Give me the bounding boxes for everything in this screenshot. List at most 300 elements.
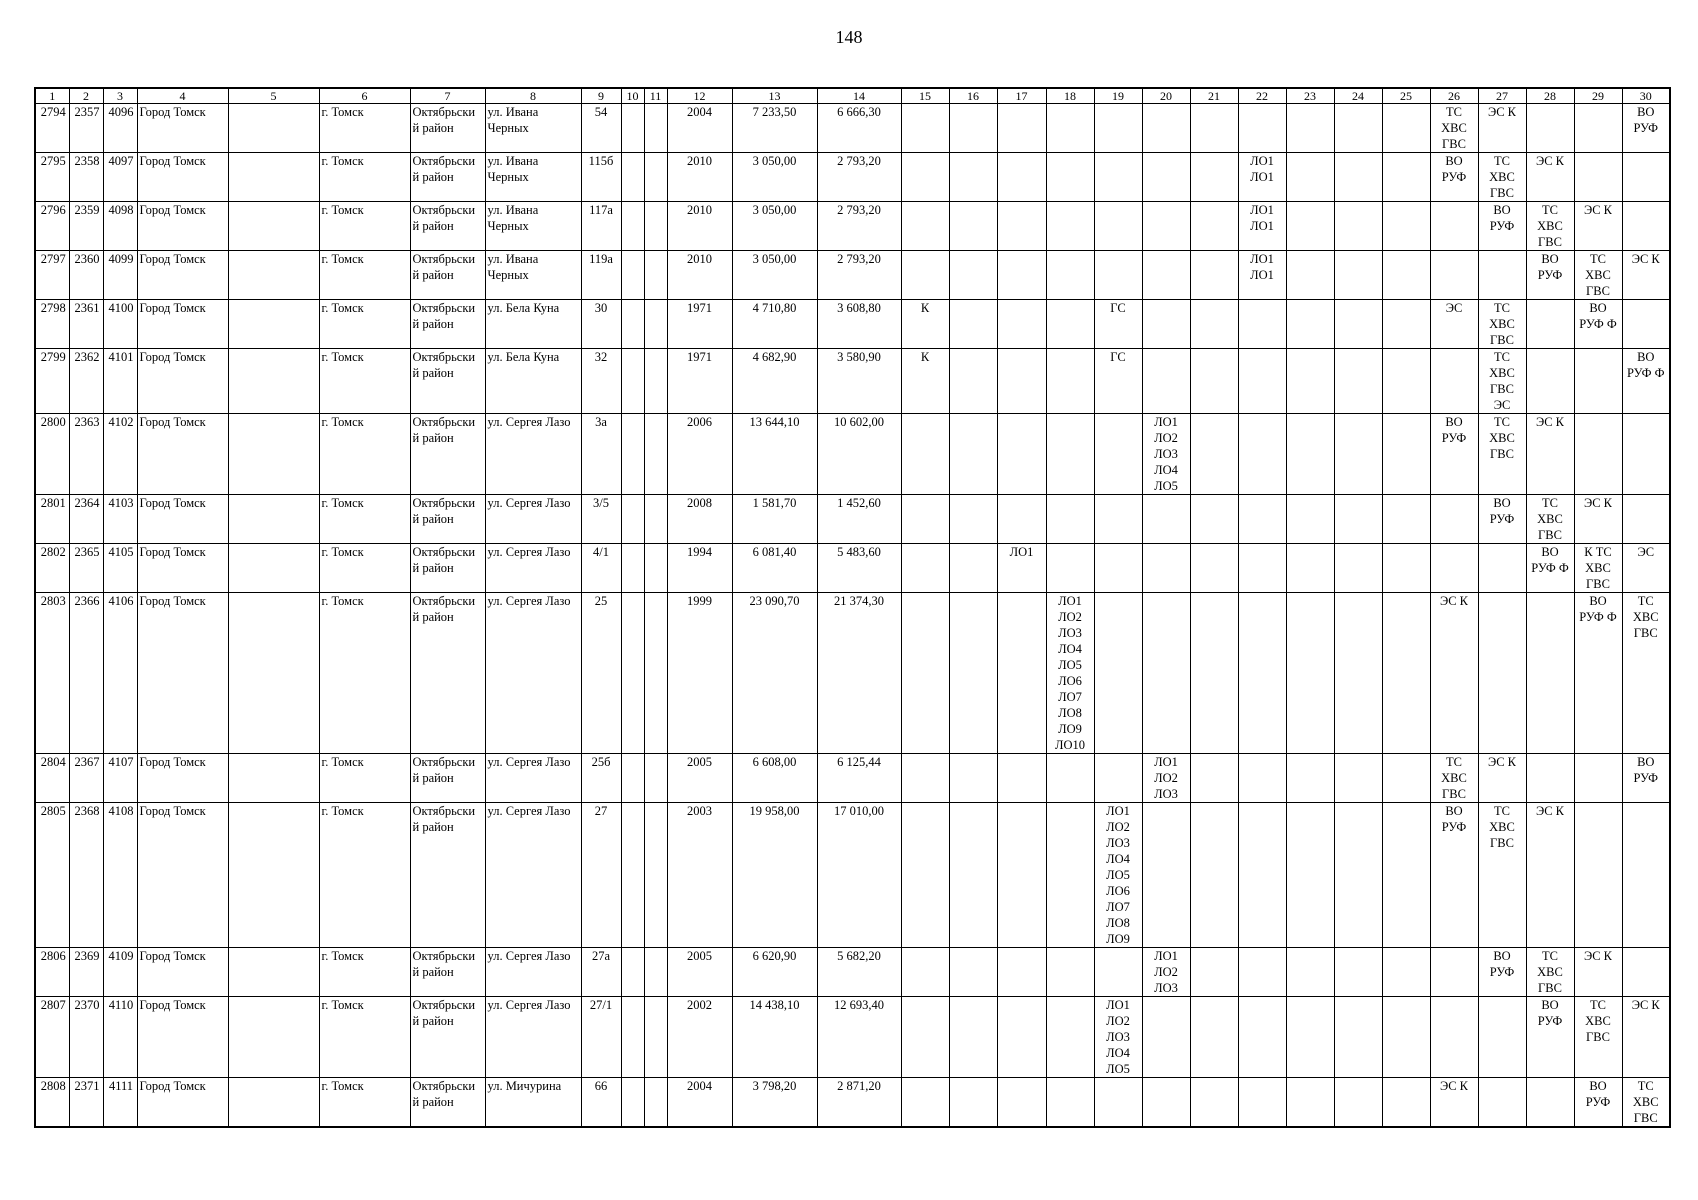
cell-col-1: 2801: [35, 495, 69, 544]
cell-col-12: 2005: [667, 948, 732, 997]
cell-col-29: ТС ХВС ГВС: [1574, 997, 1622, 1078]
cell-col-28: ЭС К: [1526, 414, 1574, 495]
cell-col-22: [1238, 349, 1286, 414]
cell-col-20: [1142, 593, 1190, 754]
cell-col-20: [1142, 997, 1190, 1078]
cell-col-9: 3а: [581, 414, 621, 495]
cell-col-26: ВО РУФ: [1430, 414, 1478, 495]
cell-col-3: 4106: [103, 593, 137, 754]
cell-col-28: ВО РУФ: [1526, 997, 1574, 1078]
cell-col-18: [1046, 349, 1094, 414]
cell-col-29: К ТС ХВС ГВС: [1574, 544, 1622, 593]
cell-col-27: ТС ХВС ГВС: [1478, 414, 1526, 495]
cell-col-10: [621, 202, 644, 251]
cell-col-29: ТС ХВС ГВС: [1574, 251, 1622, 300]
cell-col-17: [997, 104, 1046, 153]
cell-col-29: [1574, 349, 1622, 414]
cell-col-10: [621, 754, 644, 803]
cell-col-15: [901, 104, 949, 153]
cell-col-1: 2804: [35, 754, 69, 803]
cell-col-2: 2362: [69, 349, 103, 414]
cell-col-30: ТС ХВС ГВС: [1622, 593, 1670, 754]
cell-col-4: Город Томск: [137, 349, 228, 414]
cell-col-3: 4098: [103, 202, 137, 251]
cell-col-28: [1526, 300, 1574, 349]
cell-col-27: [1478, 593, 1526, 754]
table-row: [35, 300, 1670, 349]
cell-col-5: [228, 300, 319, 349]
cell-col-4: Город Томск: [137, 997, 228, 1078]
cell-col-4: Город Томск: [137, 803, 228, 948]
cell-col-25: [1382, 754, 1430, 803]
cell-col-5: [228, 251, 319, 300]
cell-col-12: 2003: [667, 803, 732, 948]
cell-col-12: 2004: [667, 104, 732, 153]
cell-col-19: ГС: [1094, 349, 1142, 414]
cell-col-24: [1334, 104, 1382, 153]
cell-col-11: [644, 349, 667, 414]
cell-col-9: 25: [581, 593, 621, 754]
table-row: [35, 997, 1670, 1078]
cell-col-9: 117а: [581, 202, 621, 251]
cell-col-4: Город Томск: [137, 202, 228, 251]
cell-col-25: [1382, 300, 1430, 349]
column-header-21: 21: [1190, 88, 1238, 104]
cell-col-24: [1334, 803, 1382, 948]
cell-col-27: [1478, 251, 1526, 300]
cell-col-17: [997, 414, 1046, 495]
cell-col-20: [1142, 202, 1190, 251]
column-header-27: 27: [1478, 88, 1526, 104]
column-header-7: 7: [410, 88, 485, 104]
cell-col-2: 2359: [69, 202, 103, 251]
cell-col-13: 23 090,70: [732, 593, 817, 754]
cell-col-30: ЭС К: [1622, 997, 1670, 1078]
table-row: [35, 803, 1670, 948]
cell-col-29: ЭС К: [1574, 495, 1622, 544]
cell-col-9: 25б: [581, 754, 621, 803]
cell-col-5: [228, 153, 319, 202]
cell-col-26: ЭС: [1430, 300, 1478, 349]
cell-col-28: [1526, 1078, 1574, 1128]
housing-register-table: [34, 87, 1671, 1128]
cell-col-26: ВО РУФ: [1430, 153, 1478, 202]
cell-col-4: Город Томск: [137, 948, 228, 997]
cell-col-14: 2 793,20: [817, 251, 901, 300]
cell-col-29: ЭС К: [1574, 202, 1622, 251]
cell-col-29: [1574, 153, 1622, 202]
cell-col-19: [1094, 251, 1142, 300]
cell-col-26: [1430, 948, 1478, 997]
cell-col-3: 4111: [103, 1078, 137, 1128]
cell-col-27: ТС ХВС ГВС ЭС: [1478, 349, 1526, 414]
column-header-11: 11: [644, 88, 667, 104]
cell-col-30: ВО РУФ: [1622, 754, 1670, 803]
cell-col-7: Октябрьски й район: [410, 495, 485, 544]
cell-col-16: [949, 153, 997, 202]
cell-col-8: ул. Бела Куна: [485, 349, 581, 414]
cell-col-26: ЭС К: [1430, 1078, 1478, 1128]
cell-col-5: [228, 349, 319, 414]
cell-col-12: 2002: [667, 997, 732, 1078]
cell-col-27: ВО РУФ: [1478, 948, 1526, 997]
cell-col-11: [644, 544, 667, 593]
cell-col-28: ВО РУФ Ф: [1526, 544, 1574, 593]
cell-col-20: ЛО1 ЛО2 ЛО3: [1142, 948, 1190, 997]
cell-col-8: ул. Ивана Черных: [485, 202, 581, 251]
cell-col-8: ул. Сергея Лазо: [485, 948, 581, 997]
cell-col-23: [1286, 349, 1334, 414]
cell-col-19: [1094, 948, 1142, 997]
cell-col-16: [949, 593, 997, 754]
cell-col-15: [901, 593, 949, 754]
cell-col-21: [1190, 202, 1238, 251]
cell-col-22: [1238, 495, 1286, 544]
cell-col-1: 2802: [35, 544, 69, 593]
cell-col-16: [949, 803, 997, 948]
cell-col-13: 3 050,00: [732, 202, 817, 251]
cell-col-25: [1382, 495, 1430, 544]
cell-col-21: [1190, 104, 1238, 153]
cell-col-12: 2010: [667, 153, 732, 202]
cell-col-19: [1094, 544, 1142, 593]
cell-col-4: Город Томск: [137, 153, 228, 202]
column-header-26: 26: [1430, 88, 1478, 104]
cell-col-7: Октябрьски й район: [410, 1078, 485, 1128]
cell-col-30: ВО РУФ Ф: [1622, 349, 1670, 414]
cell-col-20: [1142, 251, 1190, 300]
cell-col-19: [1094, 593, 1142, 754]
cell-col-9: 54: [581, 104, 621, 153]
cell-col-20: [1142, 803, 1190, 948]
cell-col-24: [1334, 948, 1382, 997]
cell-col-22: ЛО1 ЛО1: [1238, 153, 1286, 202]
cell-col-7: Октябрьски й район: [410, 803, 485, 948]
cell-col-11: [644, 1078, 667, 1128]
cell-col-17: [997, 349, 1046, 414]
cell-col-24: [1334, 202, 1382, 251]
cell-col-5: [228, 803, 319, 948]
cell-col-24: [1334, 1078, 1382, 1128]
cell-col-17: [997, 1078, 1046, 1128]
cell-col-18: [1046, 153, 1094, 202]
cell-col-23: [1286, 495, 1334, 544]
cell-col-7: Октябрьски й район: [410, 104, 485, 153]
cell-col-2: 2370: [69, 997, 103, 1078]
cell-col-12: 2010: [667, 251, 732, 300]
cell-col-5: [228, 104, 319, 153]
cell-col-8: ул. Мичурина: [485, 1078, 581, 1128]
cell-col-24: [1334, 544, 1382, 593]
cell-col-26: ЭС К: [1430, 593, 1478, 754]
cell-col-29: ЭС К: [1574, 948, 1622, 997]
cell-col-15: [901, 202, 949, 251]
cell-col-10: [621, 803, 644, 948]
table-row: [35, 495, 1670, 544]
cell-col-11: [644, 153, 667, 202]
cell-col-13: 19 958,00: [732, 803, 817, 948]
column-header-12: 12: [667, 88, 732, 104]
cell-col-4: Город Томск: [137, 251, 228, 300]
cell-col-14: 2 793,20: [817, 153, 901, 202]
cell-col-30: [1622, 803, 1670, 948]
cell-col-27: ТС ХВС ГВС: [1478, 300, 1526, 349]
table-row: [35, 754, 1670, 803]
cell-col-14: 17 010,00: [817, 803, 901, 948]
cell-col-21: [1190, 495, 1238, 544]
cell-col-15: [901, 1078, 949, 1128]
cell-col-30: [1622, 414, 1670, 495]
cell-col-15: [901, 495, 949, 544]
cell-col-10: [621, 104, 644, 153]
cell-col-10: [621, 997, 644, 1078]
cell-col-9: 27/1: [581, 997, 621, 1078]
cell-col-13: 4 682,90: [732, 349, 817, 414]
cell-col-5: [228, 1078, 319, 1128]
cell-col-12: 1971: [667, 300, 732, 349]
cell-col-21: [1190, 948, 1238, 997]
cell-col-3: 4109: [103, 948, 137, 997]
cell-col-13: 3 798,20: [732, 1078, 817, 1128]
cell-col-1: 2795: [35, 153, 69, 202]
cell-col-27: [1478, 544, 1526, 593]
cell-col-18: [1046, 948, 1094, 997]
cell-col-2: 2358: [69, 153, 103, 202]
cell-col-29: [1574, 754, 1622, 803]
cell-col-20: [1142, 544, 1190, 593]
cell-col-30: [1622, 948, 1670, 997]
column-header-24: 24: [1334, 88, 1382, 104]
cell-col-11: [644, 948, 667, 997]
cell-col-14: 2 793,20: [817, 202, 901, 251]
cell-col-13: 1 581,70: [732, 495, 817, 544]
column-header-4: 4: [137, 88, 228, 104]
cell-col-20: [1142, 104, 1190, 153]
cell-col-23: [1286, 803, 1334, 948]
cell-col-16: [949, 544, 997, 593]
cell-col-18: [1046, 544, 1094, 593]
cell-col-22: [1238, 300, 1286, 349]
cell-col-18: [1046, 300, 1094, 349]
cell-col-24: [1334, 593, 1382, 754]
cell-col-18: [1046, 1078, 1094, 1128]
cell-col-15: [901, 948, 949, 997]
cell-col-22: [1238, 803, 1286, 948]
cell-col-3: 4100: [103, 300, 137, 349]
cell-col-2: 2368: [69, 803, 103, 948]
cell-col-19: [1094, 754, 1142, 803]
cell-col-6: г. Томск: [319, 104, 410, 153]
cell-col-27: ВО РУФ: [1478, 202, 1526, 251]
cell-col-6: г. Томск: [319, 495, 410, 544]
cell-col-19: [1094, 1078, 1142, 1128]
cell-col-27: ЭС К: [1478, 754, 1526, 803]
cell-col-22: [1238, 948, 1286, 997]
cell-col-2: 2371: [69, 1078, 103, 1128]
cell-col-5: [228, 997, 319, 1078]
cell-col-6: г. Томск: [319, 544, 410, 593]
cell-col-17: [997, 300, 1046, 349]
cell-col-22: ЛО1 ЛО1: [1238, 202, 1286, 251]
cell-col-25: [1382, 153, 1430, 202]
cell-col-17: [997, 997, 1046, 1078]
cell-col-29: ВО РУФ Ф: [1574, 593, 1622, 754]
column-header-1: 1: [35, 88, 69, 104]
cell-col-26: [1430, 495, 1478, 544]
cell-col-8: ул. Ивана Черных: [485, 153, 581, 202]
cell-col-11: [644, 593, 667, 754]
cell-col-30: [1622, 153, 1670, 202]
cell-col-1: 2808: [35, 1078, 69, 1128]
cell-col-3: 4108: [103, 803, 137, 948]
table-row: [35, 104, 1670, 153]
cell-col-16: [949, 754, 997, 803]
cell-col-30: ЭС К: [1622, 251, 1670, 300]
cell-col-2: 2357: [69, 104, 103, 153]
cell-col-3: 4096: [103, 104, 137, 153]
cell-col-16: [949, 251, 997, 300]
cell-col-11: [644, 803, 667, 948]
cell-col-17: [997, 948, 1046, 997]
cell-col-26: ТС ХВС ГВС: [1430, 104, 1478, 153]
cell-col-2: 2363: [69, 414, 103, 495]
cell-col-25: [1382, 544, 1430, 593]
cell-col-15: К: [901, 349, 949, 414]
cell-col-13: 7 233,50: [732, 104, 817, 153]
cell-col-10: [621, 414, 644, 495]
cell-col-8: ул. Сергея Лазо: [485, 754, 581, 803]
cell-col-2: 2361: [69, 300, 103, 349]
cell-col-4: Город Томск: [137, 1078, 228, 1128]
cell-col-19: ГС: [1094, 300, 1142, 349]
cell-col-7: Октябрьски й район: [410, 414, 485, 495]
cell-col-18: [1046, 754, 1094, 803]
cell-col-14: 10 602,00: [817, 414, 901, 495]
cell-col-23: [1286, 754, 1334, 803]
column-header-23: 23: [1286, 88, 1334, 104]
cell-col-14: 3 608,80: [817, 300, 901, 349]
cell-col-6: г. Томск: [319, 997, 410, 1078]
cell-col-22: [1238, 997, 1286, 1078]
cell-col-26: ВО РУФ: [1430, 803, 1478, 948]
cell-col-7: Октябрьски й район: [410, 997, 485, 1078]
cell-col-5: [228, 593, 319, 754]
cell-col-4: Город Томск: [137, 495, 228, 544]
cell-col-20: [1142, 153, 1190, 202]
cell-col-1: 2794: [35, 104, 69, 153]
cell-col-13: 4 710,80: [732, 300, 817, 349]
cell-col-5: [228, 414, 319, 495]
cell-col-28: [1526, 104, 1574, 153]
cell-col-13: 14 438,10: [732, 997, 817, 1078]
cell-col-7: Октябрьски й район: [410, 251, 485, 300]
cell-col-21: [1190, 754, 1238, 803]
cell-col-12: 1994: [667, 544, 732, 593]
cell-col-9: 115б: [581, 153, 621, 202]
cell-col-12: 1971: [667, 349, 732, 414]
column-header-16: 16: [949, 88, 997, 104]
cell-col-15: [901, 153, 949, 202]
cell-col-2: 2360: [69, 251, 103, 300]
table-row: [35, 349, 1670, 414]
cell-col-22: [1238, 414, 1286, 495]
cell-col-16: [949, 948, 997, 997]
cell-col-16: [949, 104, 997, 153]
cell-col-2: 2365: [69, 544, 103, 593]
cell-col-23: [1286, 251, 1334, 300]
cell-col-18: [1046, 202, 1094, 251]
cell-col-7: Октябрьски й район: [410, 754, 485, 803]
cell-col-4: Город Томск: [137, 300, 228, 349]
cell-col-21: [1190, 593, 1238, 754]
cell-col-19: [1094, 202, 1142, 251]
cell-col-7: Октябрьски й район: [410, 300, 485, 349]
cell-col-28: [1526, 593, 1574, 754]
cell-col-28: ТС ХВС ГВС: [1526, 202, 1574, 251]
cell-col-13: 6 081,40: [732, 544, 817, 593]
cell-col-7: Октябрьски й район: [410, 349, 485, 414]
cell-col-5: [228, 754, 319, 803]
cell-col-18: [1046, 803, 1094, 948]
cell-col-27: ТС ХВС ГВС: [1478, 153, 1526, 202]
cell-col-15: [901, 754, 949, 803]
cell-col-28: [1526, 349, 1574, 414]
cell-col-1: 2800: [35, 414, 69, 495]
cell-col-22: [1238, 593, 1286, 754]
cell-col-2: 2364: [69, 495, 103, 544]
cell-col-22: [1238, 544, 1286, 593]
cell-col-9: 27: [581, 803, 621, 948]
table-row: [35, 153, 1670, 202]
cell-col-11: [644, 251, 667, 300]
cell-col-7: Октябрьски й район: [410, 544, 485, 593]
column-header-2: 2: [69, 88, 103, 104]
table-row: [35, 544, 1670, 593]
cell-col-23: [1286, 948, 1334, 997]
cell-col-20: [1142, 300, 1190, 349]
cell-col-1: 2799: [35, 349, 69, 414]
cell-col-10: [621, 251, 644, 300]
cell-col-13: 3 050,00: [732, 153, 817, 202]
cell-col-4: Город Томск: [137, 593, 228, 754]
cell-col-8: ул. Сергея Лазо: [485, 997, 581, 1078]
cell-col-14: 2 871,20: [817, 1078, 901, 1128]
cell-col-26: [1430, 349, 1478, 414]
cell-col-6: г. Томск: [319, 1078, 410, 1128]
cell-col-10: [621, 948, 644, 997]
cell-col-12: 2010: [667, 202, 732, 251]
cell-col-21: [1190, 153, 1238, 202]
cell-col-14: 6 666,30: [817, 104, 901, 153]
column-header-5: 5: [228, 88, 319, 104]
cell-col-8: ул. Бела Куна: [485, 300, 581, 349]
column-header-9: 9: [581, 88, 621, 104]
cell-col-4: Город Томск: [137, 544, 228, 593]
cell-col-24: [1334, 349, 1382, 414]
cell-col-17: [997, 803, 1046, 948]
cell-col-1: 2798: [35, 300, 69, 349]
cell-col-24: [1334, 997, 1382, 1078]
cell-col-20: ЛО1 ЛО2 ЛО3 ЛО4 ЛО5: [1142, 414, 1190, 495]
cell-col-11: [644, 495, 667, 544]
cell-col-28: ТС ХВС ГВС: [1526, 495, 1574, 544]
cell-col-16: [949, 349, 997, 414]
cell-col-14: 1 452,60: [817, 495, 901, 544]
cell-col-24: [1334, 153, 1382, 202]
cell-col-3: 4099: [103, 251, 137, 300]
cell-col-25: [1382, 803, 1430, 948]
cell-col-11: [644, 997, 667, 1078]
